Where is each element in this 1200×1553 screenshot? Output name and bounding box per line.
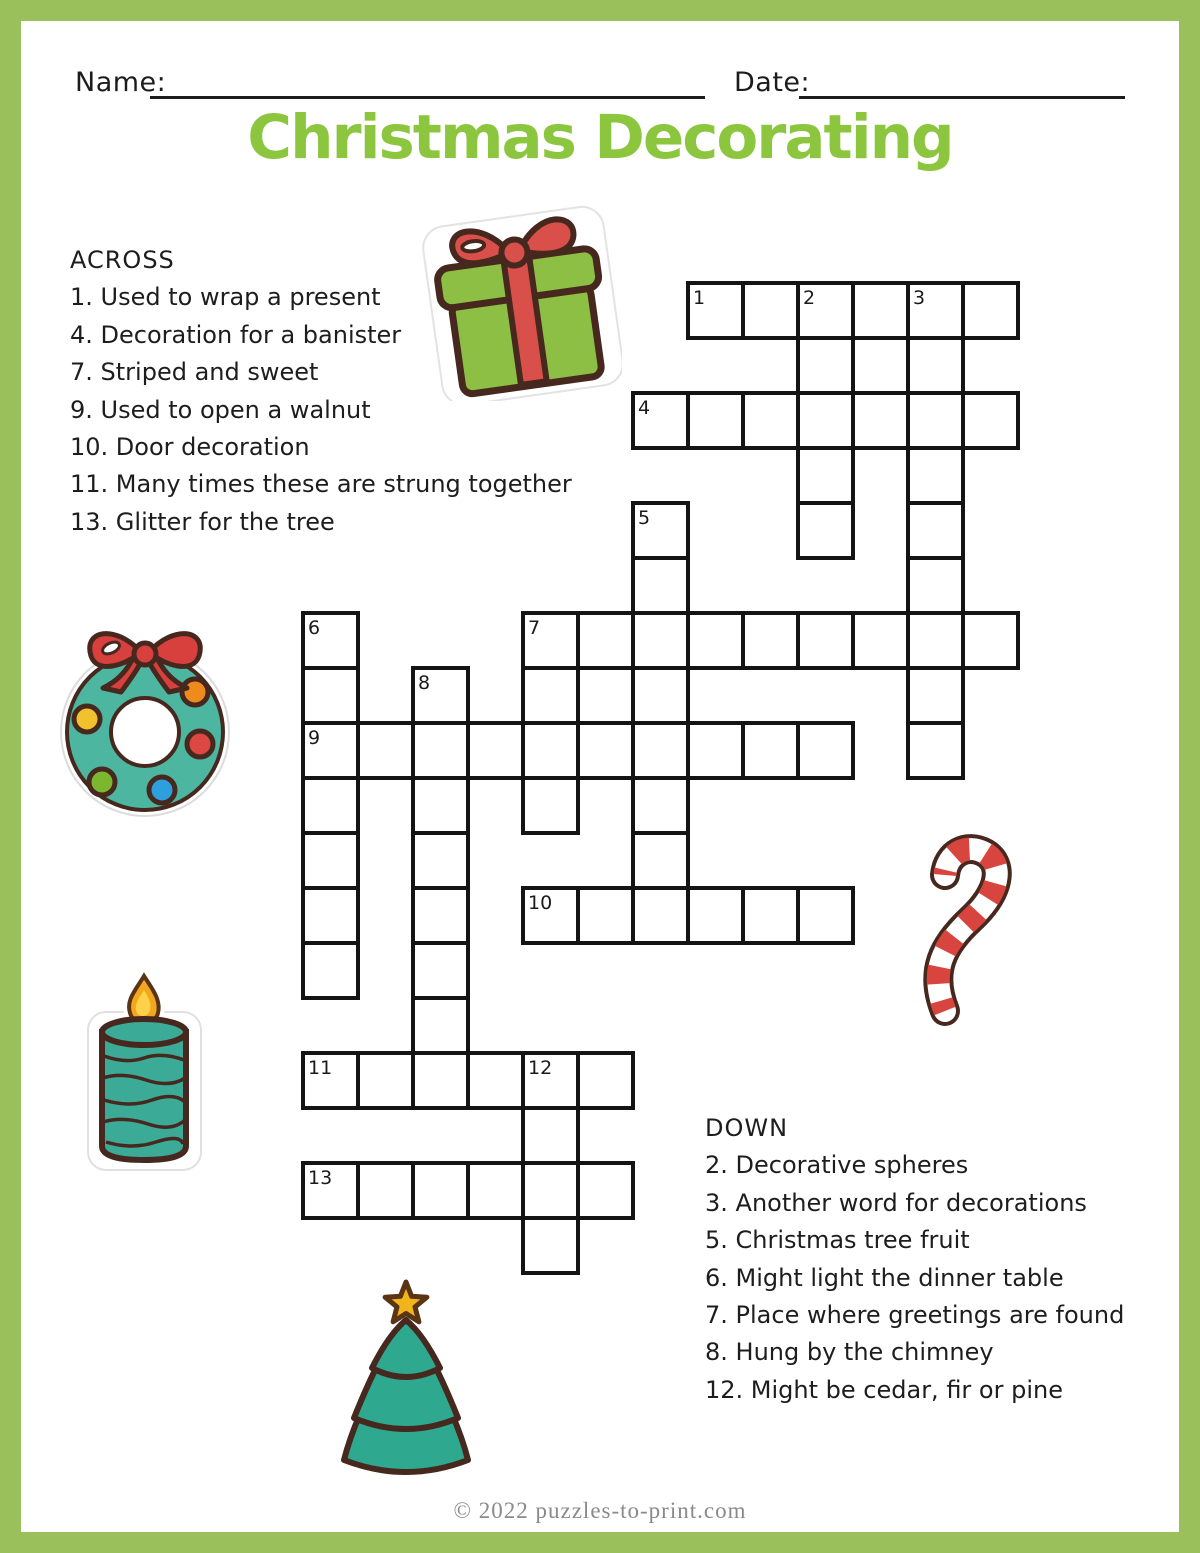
wreath-sticker-icon bbox=[45, 612, 240, 826]
crossword-number: 3 bbox=[913, 287, 926, 309]
crossword-cell bbox=[798, 613, 853, 668]
down-heading: DOWN bbox=[705, 1114, 789, 1142]
down-clue: 7. Place where greetings are found bbox=[705, 1301, 1125, 1330]
crossword-cell bbox=[798, 338, 853, 393]
crossword-cell bbox=[303, 833, 358, 888]
crossword-cell bbox=[633, 613, 688, 668]
across-clue: 13. Glitter for the tree bbox=[70, 507, 335, 536]
crossword-cell bbox=[633, 778, 688, 833]
across-heading: ACROSS bbox=[70, 246, 175, 274]
candle-sticker-icon bbox=[82, 968, 207, 1177]
crossword-cell bbox=[908, 668, 963, 723]
christmas-tree-sticker-icon bbox=[338, 1272, 478, 1501]
crossword-cell bbox=[468, 1163, 523, 1218]
crossword-cell bbox=[413, 943, 468, 998]
crossword-cell bbox=[908, 723, 963, 778]
across-clue: 1. Used to wrap a present bbox=[70, 283, 381, 312]
down-clue: 6. Might light the dinner table bbox=[705, 1263, 1064, 1292]
name-label: Name: bbox=[75, 67, 167, 98]
crossword-cell bbox=[853, 393, 908, 448]
crossword-cell bbox=[523, 1108, 578, 1163]
across-clue: 10. Door decoration bbox=[70, 433, 310, 462]
crossword-cell bbox=[633, 668, 688, 723]
crossword-cell bbox=[688, 613, 743, 668]
crossword-number: 9 bbox=[308, 727, 321, 749]
crossword-cell bbox=[908, 558, 963, 613]
crossword-number: 10 bbox=[528, 892, 553, 914]
footer-copyright: © 2022 puzzles-to-print.com bbox=[453, 1498, 747, 1523]
crossword-cell bbox=[413, 723, 468, 778]
across-clue: 11. Many times these are strung together bbox=[70, 470, 572, 499]
crossword-cell bbox=[578, 1053, 633, 1108]
crossword-cell bbox=[798, 393, 853, 448]
across-clue: 4. Decoration for a banister bbox=[70, 320, 402, 349]
crossword-cell bbox=[798, 723, 853, 778]
crossword-number: 8 bbox=[418, 672, 431, 694]
crossword-number: 4 bbox=[638, 397, 651, 419]
crossword-cell bbox=[688, 393, 743, 448]
crossword-cell bbox=[303, 778, 358, 833]
crossword-number: 2 bbox=[803, 287, 816, 309]
crossword-cell bbox=[578, 723, 633, 778]
crossword-cell bbox=[798, 888, 853, 943]
gift-sticker-icon bbox=[422, 196, 622, 405]
crossword-cell bbox=[633, 558, 688, 613]
crossword-cell bbox=[358, 1163, 413, 1218]
crossword-cell bbox=[908, 393, 963, 448]
crossword-cell bbox=[358, 1053, 413, 1108]
date-label: Date: bbox=[734, 67, 811, 98]
crossword-cell bbox=[468, 1053, 523, 1108]
crossword-cell bbox=[578, 1163, 633, 1218]
down-clue: 2. Decorative spheres bbox=[705, 1151, 969, 1180]
across-clue: 9. Used to open a walnut bbox=[70, 395, 371, 424]
page-title: Christmas Decorating bbox=[247, 102, 953, 173]
crossword-cell bbox=[963, 283, 1018, 338]
crossword-cell bbox=[963, 393, 1018, 448]
crossword-cell bbox=[743, 723, 798, 778]
crossword-cell bbox=[578, 888, 633, 943]
crossword-cell bbox=[908, 338, 963, 393]
crossword-cell bbox=[523, 1163, 578, 1218]
crossword-cell bbox=[743, 888, 798, 943]
crossword-cell bbox=[413, 1163, 468, 1218]
crossword-number: 7 bbox=[528, 617, 541, 639]
crossword-cell bbox=[963, 613, 1018, 668]
crossword-cell bbox=[633, 723, 688, 778]
crossword-cell bbox=[743, 283, 798, 338]
crossword-cell bbox=[743, 613, 798, 668]
down-clue: 5. Christmas tree fruit bbox=[705, 1226, 970, 1255]
crossword-cell bbox=[688, 888, 743, 943]
crossword-number: 11 bbox=[308, 1057, 333, 1079]
crossword-cell bbox=[633, 888, 688, 943]
crossword-number: 12 bbox=[528, 1057, 553, 1079]
crossword-cell bbox=[578, 613, 633, 668]
crossword-cell bbox=[358, 723, 413, 778]
down-clue: 3. Another word for decorations bbox=[705, 1188, 1087, 1217]
candy-cane-sticker-icon bbox=[893, 823, 1048, 1032]
crossword-cell bbox=[523, 723, 578, 778]
crossword-cell bbox=[688, 723, 743, 778]
crossword-grid bbox=[301, 281, 1020, 1279]
crossword-cell bbox=[908, 448, 963, 503]
crossword-cell bbox=[743, 393, 798, 448]
crossword-cell bbox=[413, 888, 468, 943]
crossword-cell bbox=[523, 778, 578, 833]
crossword-cell bbox=[303, 943, 358, 998]
across-clue: 7. Striped and sweet bbox=[70, 358, 319, 387]
crossword-cell bbox=[303, 888, 358, 943]
crossword-number: 1 bbox=[693, 287, 706, 309]
crossword-cell bbox=[303, 668, 358, 723]
crossword-number: 13 bbox=[308, 1167, 333, 1189]
crossword-cell bbox=[523, 668, 578, 723]
crossword-number: 6 bbox=[308, 617, 321, 639]
crossword-cell bbox=[798, 448, 853, 503]
crossword-cell bbox=[413, 833, 468, 888]
down-clue: 12. Might be cedar, fir or pine bbox=[705, 1375, 1063, 1404]
crossword-cell bbox=[413, 778, 468, 833]
crossword-cell bbox=[798, 503, 853, 558]
crossword-cell bbox=[908, 503, 963, 558]
crossword-grid-svg bbox=[301, 281, 1020, 1275]
crossword-cell bbox=[853, 613, 908, 668]
down-clue: 8. Hung by the chimney bbox=[705, 1338, 994, 1367]
crossword-cell bbox=[633, 833, 688, 888]
crossword-cell bbox=[413, 1053, 468, 1108]
name-blank-line bbox=[150, 96, 705, 99]
crossword-number: 5 bbox=[638, 507, 651, 529]
crossword-cell bbox=[413, 998, 468, 1053]
crossword-cell bbox=[468, 723, 523, 778]
date-blank-line bbox=[799, 96, 1125, 99]
crossword-cell bbox=[523, 1218, 578, 1273]
crossword-cell bbox=[908, 613, 963, 668]
crossword-cell bbox=[853, 283, 908, 338]
